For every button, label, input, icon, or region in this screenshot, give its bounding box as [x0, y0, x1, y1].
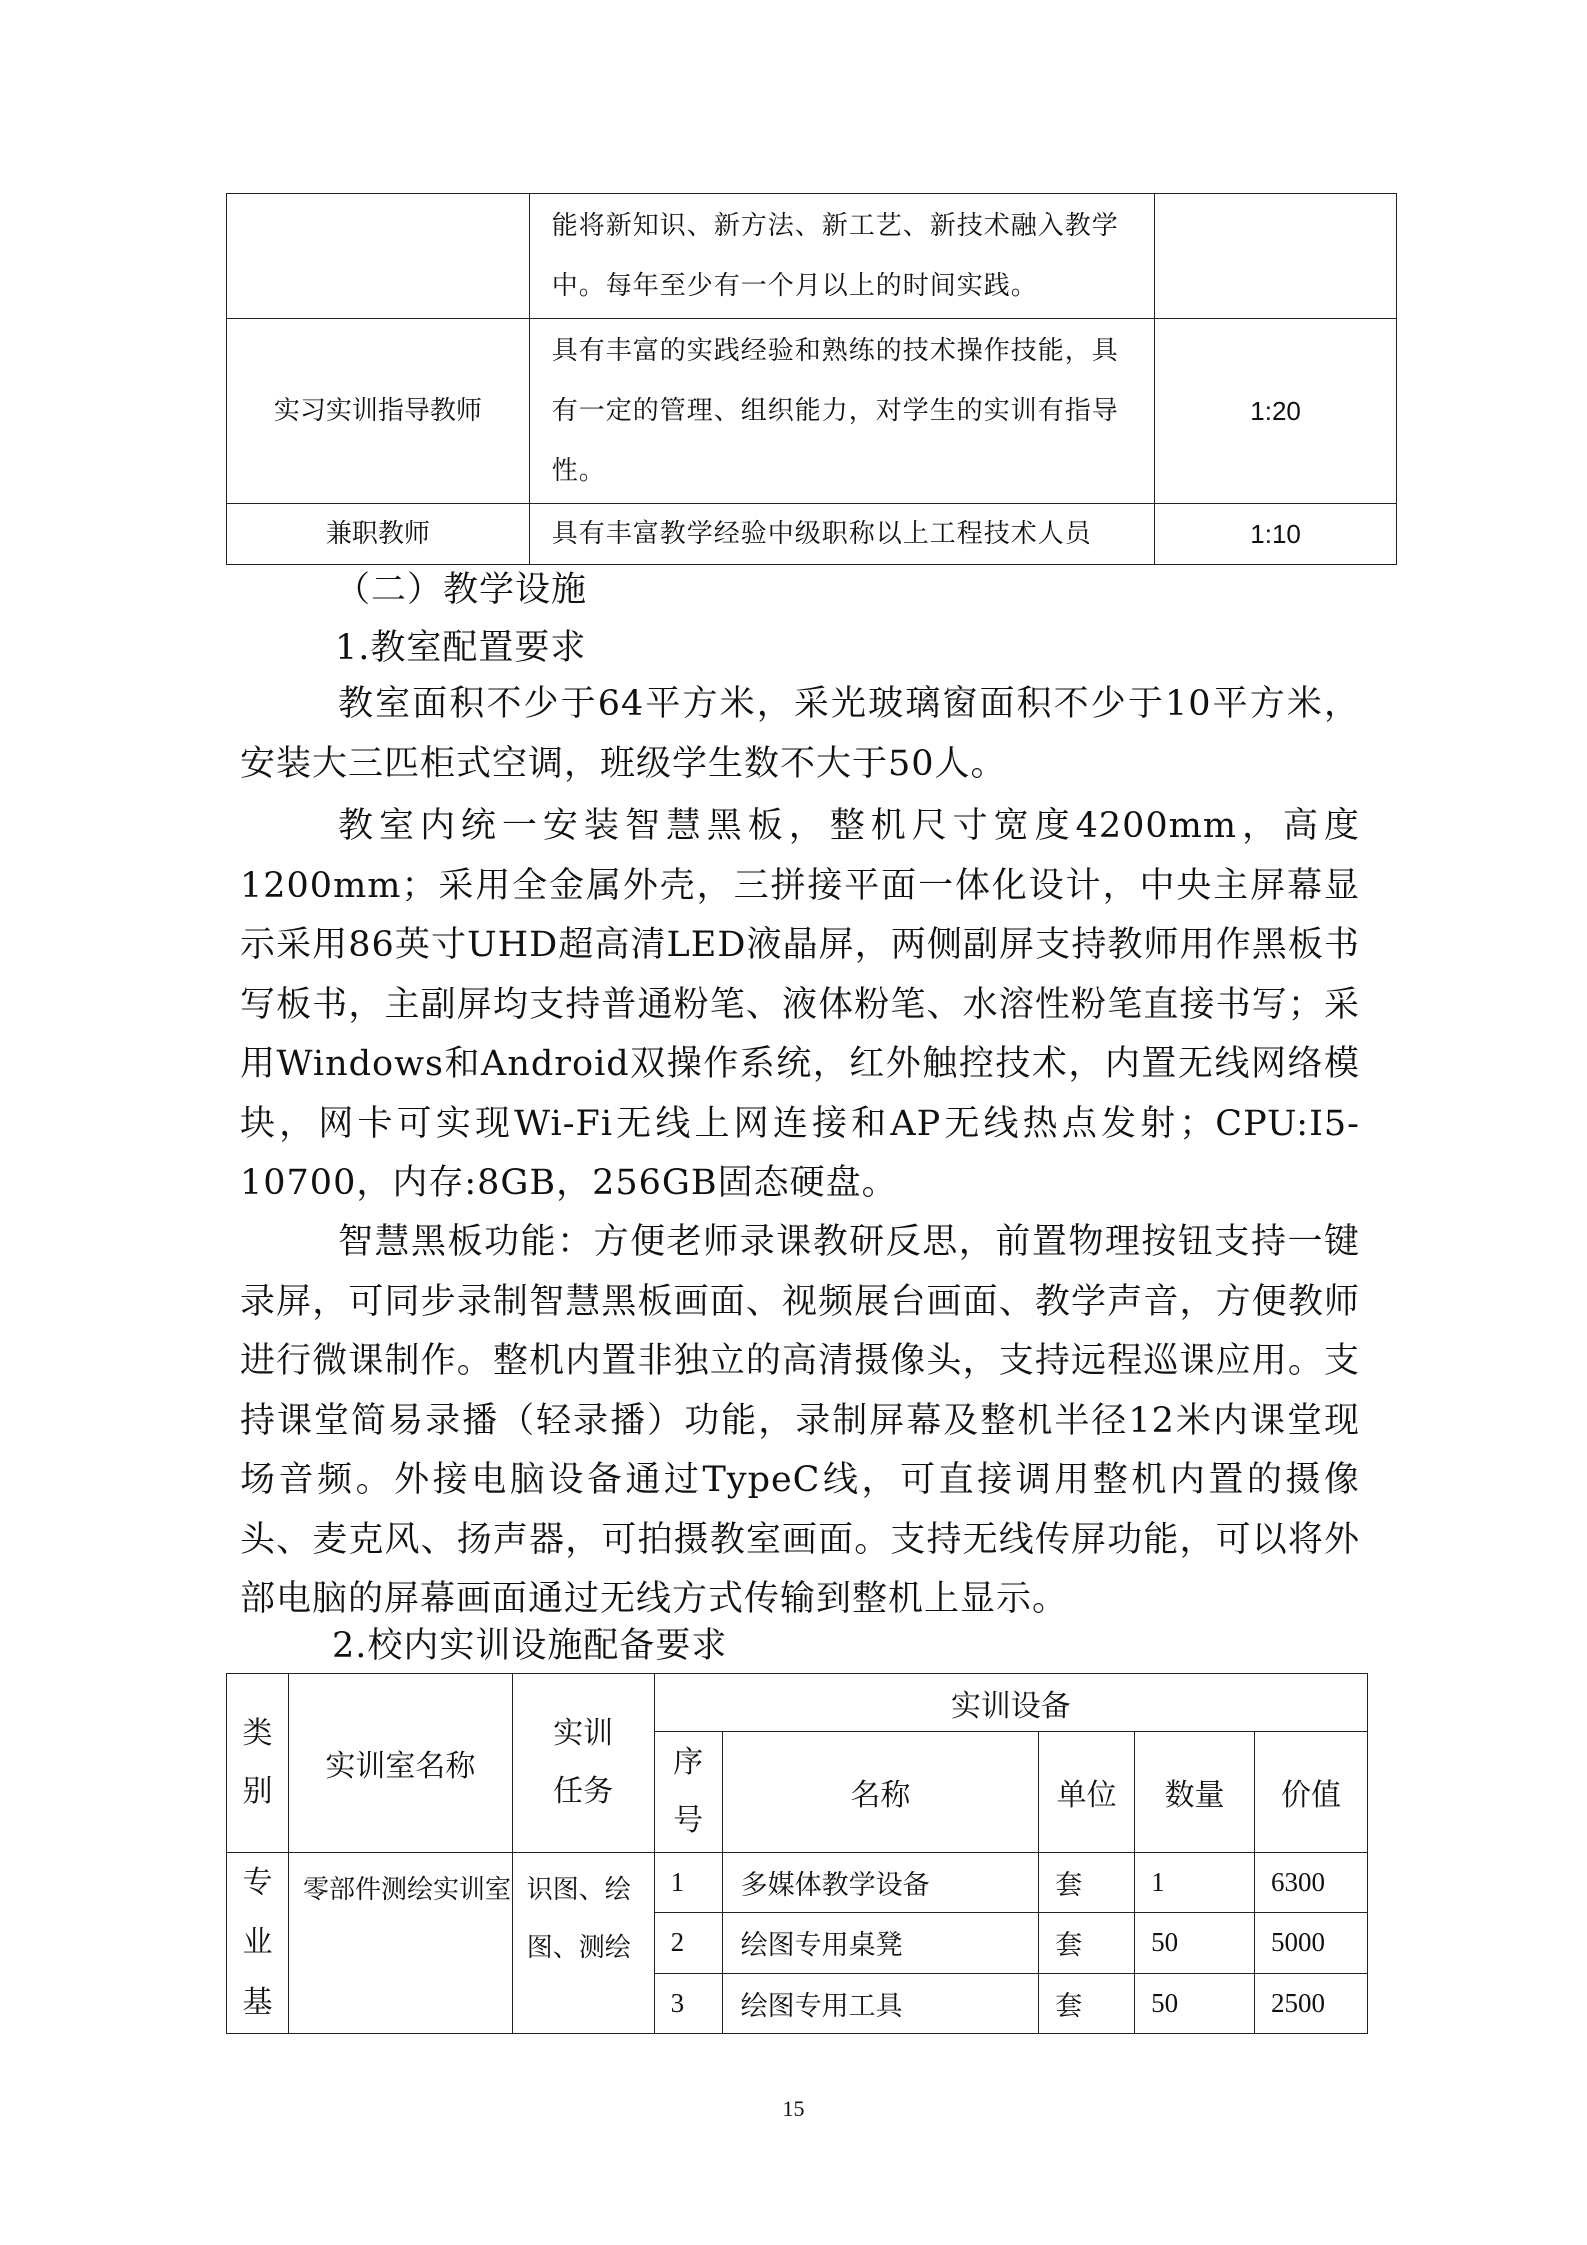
subheading-classroom: 1.教室配置要求: [335, 628, 587, 668]
header-task: [512, 1674, 654, 1853]
unit-cell: 套: [1039, 1853, 1135, 1913]
table-row: [227, 504, 1397, 565]
header-seq: [654, 1732, 722, 1853]
ratio-cell: 1:20: [1155, 319, 1397, 504]
ratio-cell: [1155, 194, 1397, 319]
category-text: 专业基: [242, 1865, 273, 2020]
paragraph-smart-board-functions: 智慧黑板功能：方便老师录课教研反思，前置物理按钮支持一键录屏，可同步录制智慧黑板画面、视频展台画面、教学声音，方便教师进行微课制作。整机内置非独立的高清摄像头，支持远程巡课应用。支持课堂简易录播（轻录播）功能，录制屏幕及整机半径12米内课堂现场音频。外接电脑设备通过TypeC线，可直接调用整机内置的摄像头、麦克风、扬声器，可拍摄教室画面。支持无线传屏功能，可以将外部电脑的屏幕画面通过无线方式传输到整机上显示。: [240, 1222, 1360, 1619]
quantity-cell: 1: [1135, 1853, 1255, 1913]
seq-cell: 3: [654, 1973, 722, 2033]
table-row: [227, 319, 1397, 504]
value-cell: 5000: [1255, 1913, 1368, 1973]
header-category-text: 类别: [242, 1716, 273, 1809]
header-category: [227, 1674, 289, 1853]
category-cell: [227, 1853, 289, 2034]
header-equipment-group: 实训设备: [654, 1674, 1367, 1732]
requirement-cell: 具有丰富教学经验中级职称以上工程技术人员: [529, 504, 1154, 565]
quantity-cell: 50: [1135, 1973, 1255, 2033]
table-row: [227, 1853, 1368, 1913]
section-heading: （二）教学设施: [335, 570, 588, 610]
requirement-cell: 具有丰富的实践经验和熟练的技术操作技能，具有一定的管理、组织能力，对学生的实训有指导性。: [529, 319, 1154, 504]
seq-cell: 2: [654, 1913, 722, 1973]
paragraph-classroom-size: 教室面积不少于64平方米，采光玻璃窗面积不少于10平方米，安装大三匹柜式空调，班级学生数不大于50人。: [240, 684, 1360, 784]
header-quantity: 数量: [1135, 1732, 1255, 1853]
table-row: [227, 194, 1397, 319]
page-number: 15: [782, 2096, 805, 2121]
teacher-requirements-table: [226, 193, 1397, 565]
paragraph-smart-board-spec: 教室内统一安装智慧黑板，整机尺寸宽度4200mm，高度1200mm；采用全金属外壳，三拼接平面一体化设计，中央主屏幕显示采用86英寸UHD超高清LED液晶屏，两侧副屏支持教师用作黑板书写板书，主副屏均支持普通粉笔、液体粉笔、水溶性粉笔直接书写；采用Windows和Android双操作系统，红外触控技术，内置无线网络模块，网卡可实现Wi-Fi无线上网连接和AP无线热点发射；CPU:I5-10700，内存:8GB，256GB固态硬盘。: [240, 806, 1360, 1203]
ratio-cell: 1:10: [1155, 504, 1397, 565]
header-value: 价值: [1255, 1732, 1368, 1853]
requirement-cell: 能将新知识、新方法、新工艺、新技术融入教学中。每年至少有一个月以上的时间实践。: [529, 194, 1154, 319]
quantity-cell: 50: [1135, 1913, 1255, 1973]
seq-cell: 1: [654, 1853, 722, 1913]
room-name-cell: 零部件测绘实训室: [288, 1853, 512, 2034]
item-name-cell: 绘图专用桌凳: [722, 1913, 1039, 1973]
value-cell: 6300: [1255, 1853, 1368, 1913]
header-room-name: 实训室名称: [288, 1674, 512, 1853]
subheading-training-facilities: 2.校内实训设施配备要求: [332, 1626, 728, 1666]
item-name-cell: 绘图专用工具: [722, 1973, 1039, 2033]
value-cell: 2500: [1255, 1973, 1368, 2033]
header-task-text: 实训任务: [553, 1716, 614, 1809]
task-cell: 识图、绘图、测绘: [512, 1853, 654, 2034]
header-unit: 单位: [1039, 1732, 1135, 1853]
header-name: 名称: [722, 1732, 1039, 1853]
role-cell: 兼职教师: [227, 504, 530, 565]
training-facilities-table: [226, 1673, 1368, 2034]
table-header-row: [227, 1674, 1368, 1732]
item-name-cell: 多媒体教学设备: [722, 1853, 1039, 1913]
role-cell: [227, 194, 530, 319]
header-seq-text: 序号: [673, 1745, 704, 1838]
unit-cell: 套: [1039, 1973, 1135, 2033]
unit-cell: 套: [1039, 1913, 1135, 1973]
role-cell: 实习实训指导教师: [227, 319, 530, 504]
